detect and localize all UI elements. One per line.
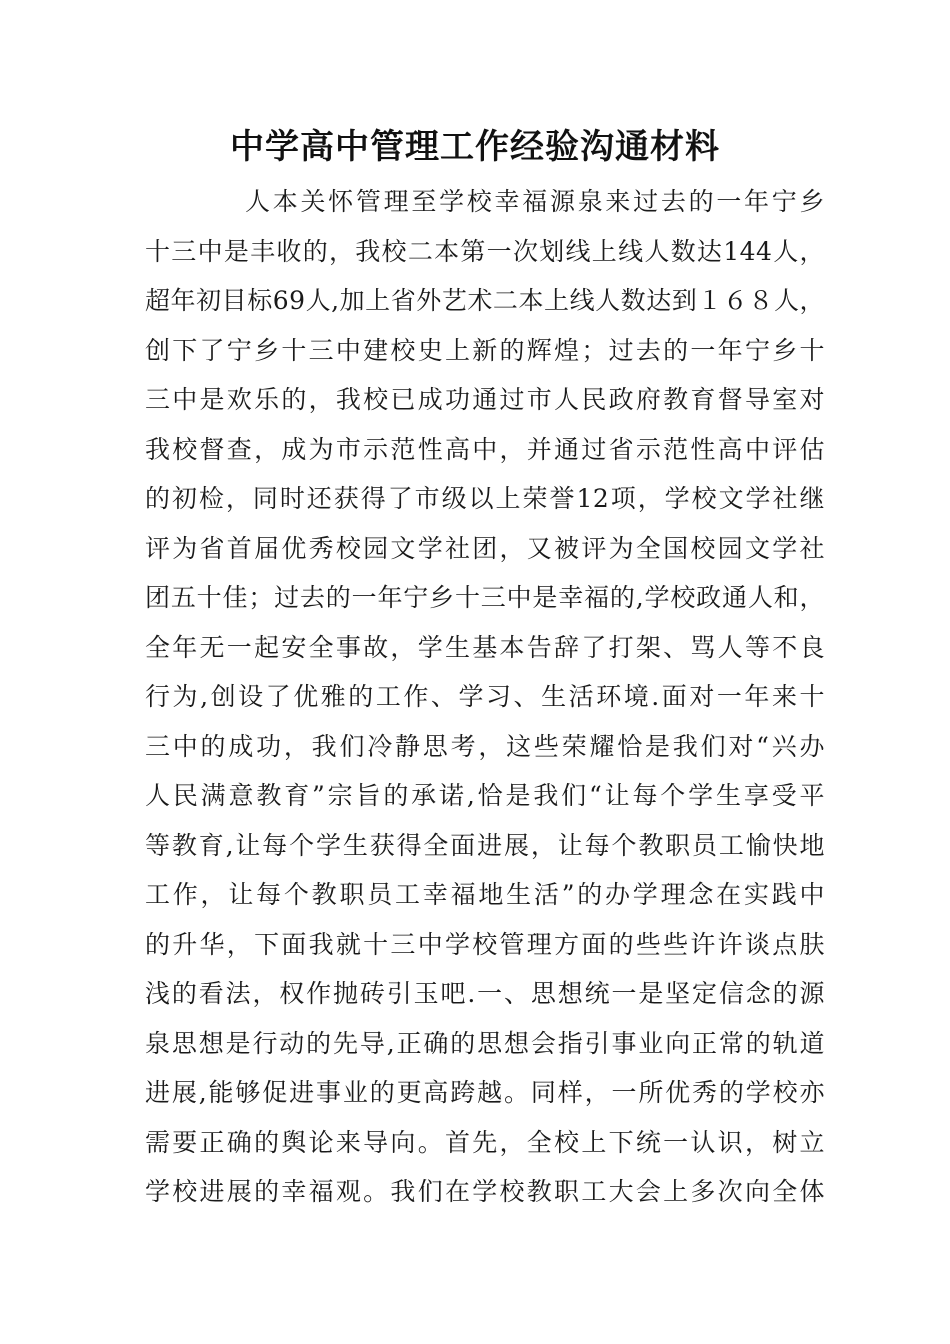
paragraph-line: 全年无一起安全事故，学生基本告辞了打架、骂人等不良 <box>145 632 825 662</box>
paragraph-line: 学校进展的幸福观。我们在学校教职工大会上多次向全体 <box>145 1177 825 1206</box>
paragraph-line: 人民满意教育”宗旨的承诺,恰是我们“让每个学生享受平 <box>145 781 825 810</box>
document-title: 中学高中管理工作经验沟通材料 <box>230 127 720 167</box>
paragraph-line: 团五十佳；过去的一年宁乡十三中是幸福的,学校政通人和， <box>145 583 825 612</box>
paragraph-line: 等教育,让每个学生获得全面进展，让每个教职员工愉快地 <box>145 830 825 860</box>
paragraph-line: 浅的看法，权作抛砖引玉吧.一、思想统一是坚定信念的源 <box>145 979 825 1008</box>
paragraph-line: 的初检，同时还获得了市级以上荣誉12项，学校文学社继 <box>145 484 825 513</box>
paragraph-line: 三中的成功，我们冷静思考，这些荣耀恰是我们对“兴办 <box>145 731 825 761</box>
paragraph-line: 工作，让每个教职员工幸福地生活”的办学理念在实践中 <box>145 880 825 909</box>
paragraph-line: 十三中是丰收的，我校二本第一次划线上线人数达144人， <box>145 236 825 266</box>
paragraph-line: 的升华，下面我就十三中学校管理方面的些些许许谈点肤 <box>145 929 825 959</box>
paragraph-line: 泉思想是行动的先导,正确的思想会指引事业向正常的轨道 <box>145 1028 825 1058</box>
paragraph-line: 人本关怀管理至学校幸福源泉来过去的一年宁乡 <box>245 187 825 216</box>
paragraph-line: 进展,能够促进事业的更高跨越。同样，一所优秀的学校亦 <box>145 1078 825 1107</box>
paragraph-line: 三中是欢乐的，我校已成功通过市人民政府教育督导室对 <box>145 385 825 414</box>
paragraph-line: 评为省首届优秀校园文学社团，又被评为全国校园文学社 <box>145 533 825 563</box>
paragraph-line: 超年初目标69人,加上省外艺术二本上线人数达到１６８人， <box>145 286 825 315</box>
document-body <box>145 177 825 1217</box>
paragraph-line: 我校督查，成为市示范性高中，并通过省示范性高中评估 <box>145 434 825 464</box>
paragraph-line: 需要正确的舆论来导向。首先，全校上下统一认识，树立 <box>145 1127 825 1157</box>
paragraph-line: 创下了宁乡十三中建校史上新的辉煌；过去的一年宁乡十 <box>145 335 825 365</box>
paragraph-line: 行为,创设了优雅的工作、学习、生活环境.面对一年来十 <box>145 682 825 711</box>
